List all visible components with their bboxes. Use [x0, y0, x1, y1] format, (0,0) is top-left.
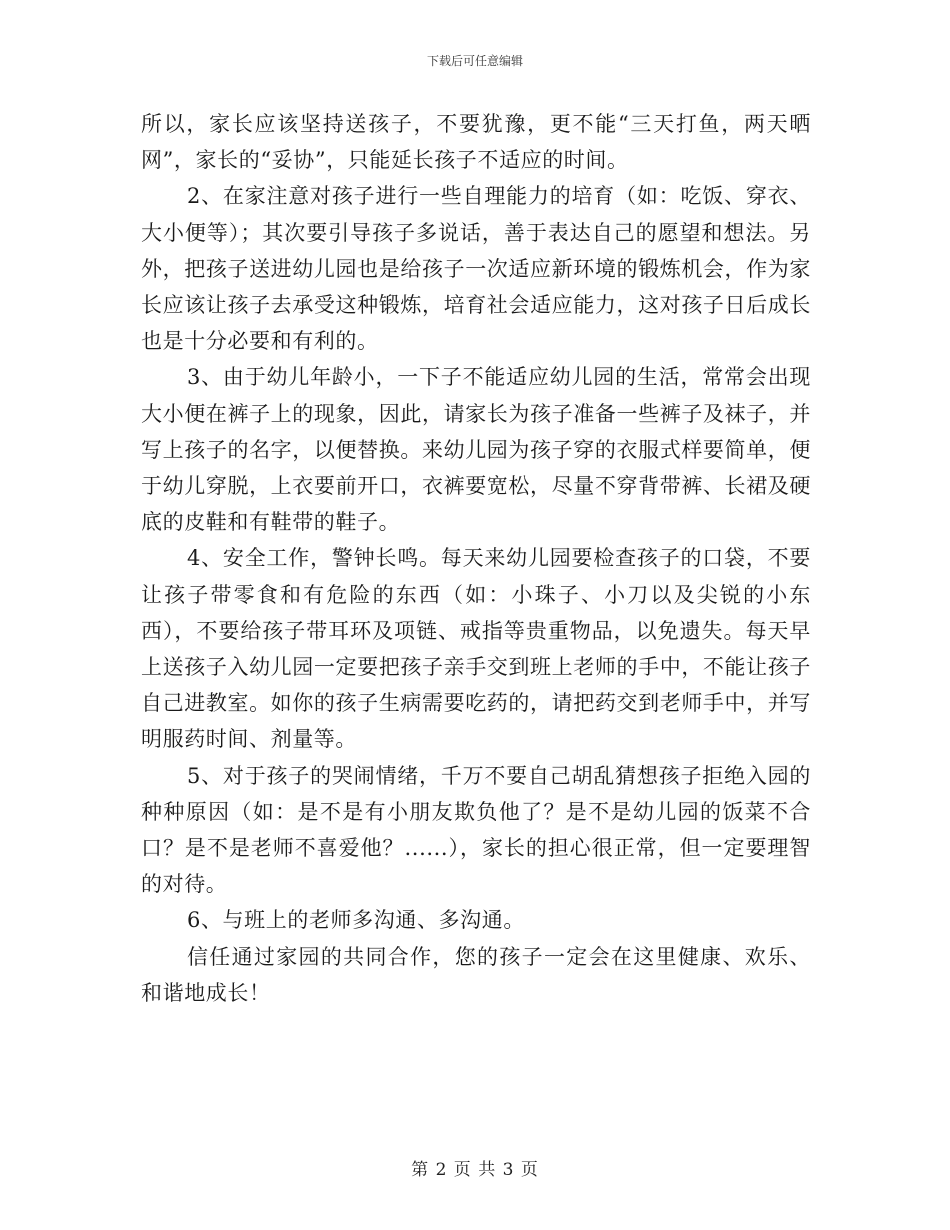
paragraph-item-4: 4、安全工作，警钟长鸣。每天来幼儿园要检查孩子的口袋，不要让孩子带零食和有危险的东西（如：小珠子、小刀以及尖锐的小东西），不要给孩子带耳环及项链、戒指等贵重物品，以免遗失。每天早上送孩子入幼儿园一定要把孩子亲手交到班上老师的手中，不能让孩子自己进教室。如你的孩子生病需要吃药的，请把药交到老师手中，并写明服药时间、剂量等。 — [141, 546, 811, 752]
document-body — [141, 106, 811, 1011]
paragraph-continuation: 所以，家长应该坚持送孩子，不要犹豫，更不能“三天打鱼，两天晒网”，家长的“妥协”，只能延长孩子不适应的时间。 — [141, 112, 811, 173]
paragraph-item-2: 2、在家注意对孩子进行一些自理能力的培育（如：吃饭、穿衣、大小便等）；其次要引导孩子多说话，善于表达自己的愿望和想法。另外，把孩子送进幼儿园也是给孩子一次适应新环境的锻炼机会，作为家长应该让孩子去承受这种锻炼，培育社会适应能力，这对孩子日后成长也是十分必要和有利的。 — [141, 184, 811, 354]
paragraph-item-5: 5、对于孩子的哭闹情绪，千万不要自己胡乱猜想孩子拒绝入园的种种原因（如：是不是有小朋友欺负他了？是不是幼儿园的饭菜不合口？是不是老师不喜爱他？......），家长的担心很正常，但一定要理智的对待。 — [141, 763, 811, 897]
paragraph-item-6: 6、与班上的老师多沟通、多沟通。 — [187, 908, 525, 933]
paragraph-closing: 信任通过家园的共同合作，您的孩子一定会在这里健康、欢乐、和谐地成长！ — [141, 944, 811, 1005]
paragraph-item-3: 3、由于幼儿年龄小，一下子不能适应幼儿园的生活，常常会出现大小便在裤子上的现象，因此，请家长为孩子准备一些裤子及袜子，并写上孩子的名字，以便替换。来幼儿园为孩子穿的衣服式样要简单，便于幼儿穿脱，上衣要前开口，衣裤要宽松，尽量不穿背带裤、长裙及硬底的皮鞋和有鞋带的鞋子。 — [141, 365, 811, 535]
page-header: 下载后可任意编辑 — [426, 54, 523, 68]
page-number-footer: 第 2 页 共 3 页 — [411, 1160, 539, 1180]
